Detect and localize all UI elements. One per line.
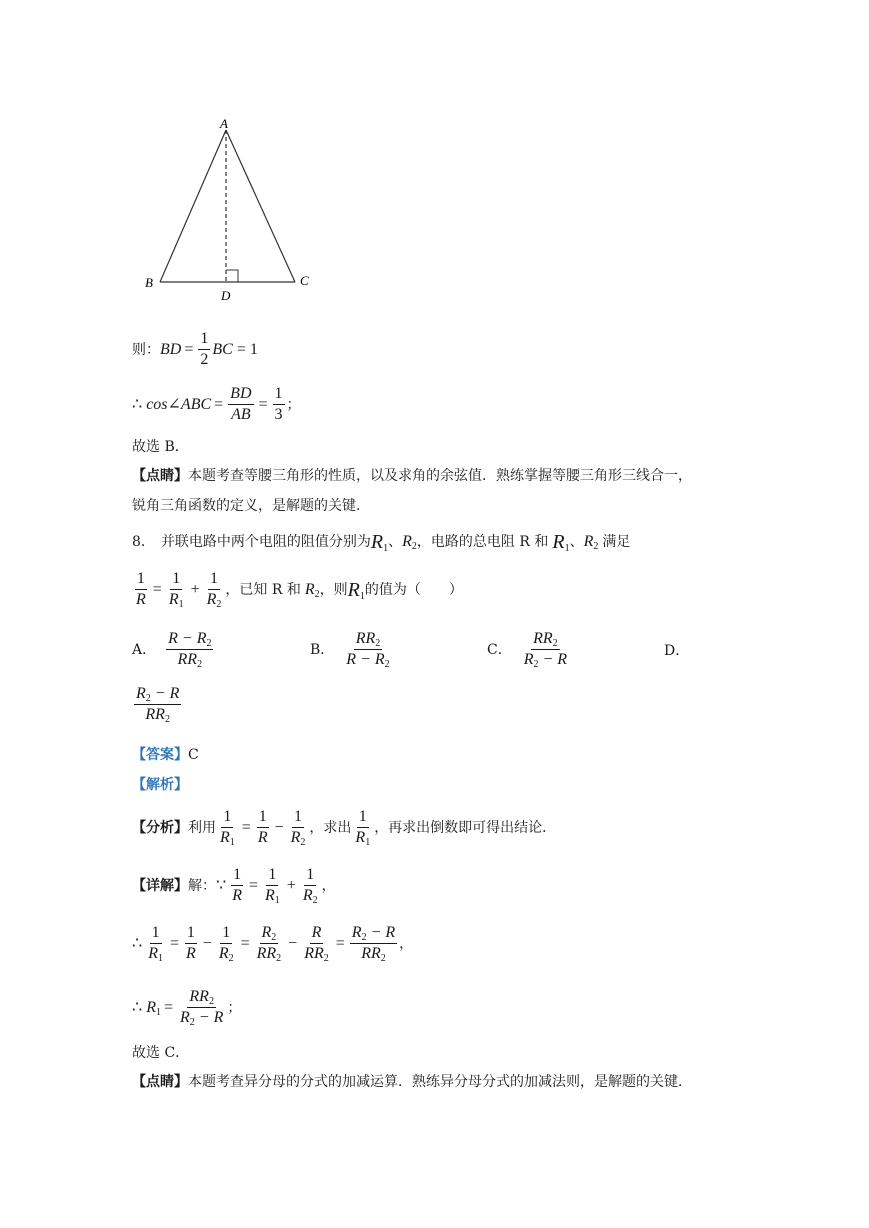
step-bd: 则： BD = $\frac{1}{2}$ BC = 1: [132, 330, 258, 368]
choose-c: 故选 C．: [132, 1045, 190, 1061]
comment-prev-line1: 【点睛】本题考查等腰三角形的性质，以及求角的余弦值．熟练掌握等腰三角形三线合一，: [132, 468, 692, 484]
choose-b: 故选 B．: [132, 439, 189, 455]
side-ab: [160, 130, 226, 282]
option-d-fraction: $\frac{R_2 - R}{RR_2}$: [136, 685, 180, 725]
label-c: C: [300, 273, 309, 288]
derivation-1: ∴ $\frac{1}{R_1}$ = $\frac{1}{R}$ − $\frac{1}{R_2}$ = $\frac{R_2}{RR_2}$ − $\frac{R}{RR_2}$ = $\frac{R_2 - R}{RR_2}$ ，: [132, 924, 414, 964]
step-cos: ∴ cos∠ABC = $\frac{BD}{AB}$ = $\frac{1}{3}$ ；: [132, 385, 301, 423]
q8-stem-line1: 8． 并联电路中两个电阻的阻值分别为 $R_1$ 、 $R_2$ ，电路的总电阻 R 和 $R_1$ 、 $R_2$ 满足: [132, 531, 631, 554]
side-ac: [226, 130, 295, 282]
fraction-half: $\frac{1}{2}$: [200, 330, 209, 368]
fenxi-line: 【分析】 利用 $\frac{1}{R_1}$ = $\frac{1}{R}$ − $\frac{1}{R_2}$ ，求出 $\frac{1}{R_1}$ ，再求出倒数即可得出结论．: [132, 808, 557, 848]
comment-prev-line2: 锐角三角函数的定义，是解题的关键．: [132, 498, 370, 514]
option-c[interactable]: C． $\frac{RR_2}{R_2 - R}$: [487, 630, 568, 670]
comment-q8: 【点睛】本题考查异分母的分式的加减运算．熟练异分母分式的加减法则，是解题的关键．: [132, 1074, 692, 1090]
isosceles-triangle-figure: [130, 110, 330, 300]
label-d: D: [221, 288, 231, 300]
q8-stem-line2: $\frac{1}{R}$ = $\frac{1}{R_1}$ + $\frac{1}{R_2}$ ，已知 R 和 $R_2$ ，则 $R_1$ 的值为（ ）: [136, 570, 463, 610]
option-a[interactable]: A． $\frac{R - R_2}{RR_2}$: [132, 630, 212, 670]
xiangjie-line: 【详解】 解： ∵ $\frac{1}{R}$ = $\frac{1}{R_1}$ + $\frac{1}{R_2}$ ，: [132, 866, 336, 906]
answer-line: 【答案】C: [132, 747, 199, 763]
analysis-tag: 【解析】: [132, 777, 188, 793]
fraction-bd-ab: $\frac{BD}{AB}$: [230, 385, 252, 423]
right-angle-mark: [226, 270, 238, 282]
label-b: B: [145, 275, 153, 290]
fraction-one-third: $\frac{1}{3}$: [274, 385, 283, 423]
option-b[interactable]: B． $\frac{RR_2}{R - R_2}$: [310, 630, 390, 670]
option-d[interactable]: D．: [664, 643, 690, 659]
label-a: A: [220, 116, 228, 131]
derivation-2: ∴ $R_1$ = $\frac{RR_2}{R_2 - R}$ ；: [132, 988, 242, 1028]
